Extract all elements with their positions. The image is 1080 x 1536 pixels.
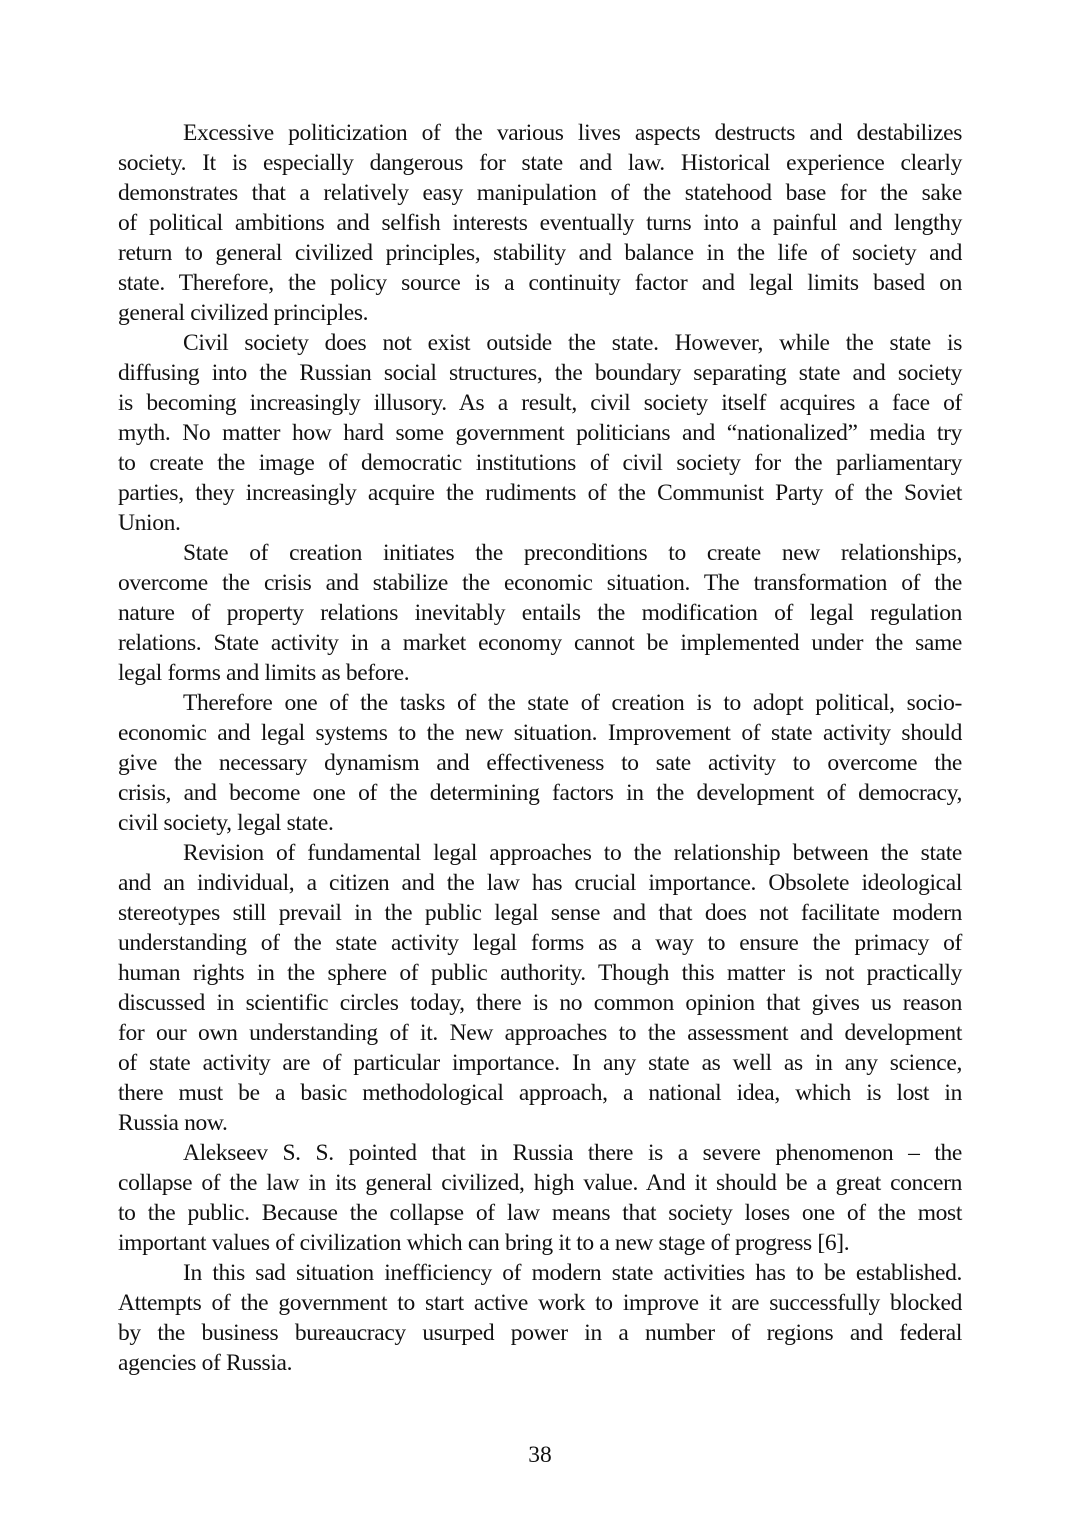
page-number: 38: [528, 1442, 552, 1468]
text-line: Attempts of the government to start active work to improve it are successfully blocked: [118, 1290, 962, 1316]
text-line: crisis, and become one of the determining factors in the development of democracy,: [118, 780, 962, 806]
text-line: agencies of Russia.: [118, 1350, 293, 1376]
text-line: return to general civilized principles, stability and balance in the life of society and: [118, 240, 962, 266]
text-line: human rights in the sphere of public authority. Though this matter is not practically: [118, 960, 962, 986]
text-line: economic and legal systems to the new situation. Improvement of state activity should: [118, 720, 962, 746]
text-line: discussed in scientific circles today, there is no common opinion that gives us reason: [118, 990, 962, 1016]
text-line: and an individual, a citizen and the law has crucial importance. Obsolete ideological: [118, 870, 962, 896]
paragraph-alekseev: [118, 1138, 962, 1258]
text-line: Excessive politicization of the various lives aspects destructs and destabilizes: [183, 120, 962, 146]
paragraph-civil-society: [118, 328, 962, 538]
text-line: relations. State activity in a market economy cannot be implemented under the same: [118, 630, 962, 656]
paragraph-sad-situation: [118, 1258, 962, 1378]
text-line: is becoming increasingly illusory. As a result, civil society itself acquires a face of: [118, 390, 962, 416]
text-line: understanding of the state activity legal forms as a way to ensure the primacy of: [118, 930, 962, 956]
text-line: parties, they increasingly acquire the rudiments of the Communist Party of the Soviet: [118, 480, 962, 506]
text-line: Revision of fundamental legal approaches to the relationship between the state: [183, 840, 962, 866]
text-line: collapse of the law in its general civilized, high value. And it should be a great concern: [118, 1170, 962, 1196]
text-line: for our own understanding of it. New approaches to the assessment and development: [118, 1020, 962, 1046]
text-line: to the public. Because the collapse of law means that society loses one of the most: [118, 1200, 962, 1226]
paragraph-tasks-of-state: [118, 688, 962, 838]
document-body: [118, 118, 962, 1378]
paragraph-revision-legal-approaches: [118, 838, 962, 1138]
text-line: Therefore one of the tasks of the state of creation is to adopt political, socio-: [183, 690, 962, 716]
text-line: demonstrates that a relatively easy manipulation of the statehood base for the sake: [118, 180, 962, 206]
text-line: of state activity are of particular importance. In any state as well as in any science,: [118, 1050, 962, 1076]
text-line: by the business bureaucracy usurped power in a number of regions and federal: [118, 1320, 962, 1346]
text-line: Civil society does not exist outside the state. However, while the state is: [183, 330, 962, 356]
text-line: important values of civilization which can bring it to a new stage of progress [6].: [118, 1230, 850, 1256]
text-line: there must be a basic methodological approach, a national idea, which is lost in: [118, 1080, 962, 1106]
text-line: to create the image of democratic institutions of civil society for the parliamentary: [118, 450, 962, 476]
paragraph-politicization: [118, 118, 962, 328]
text-line: legal forms and limits as before.: [118, 660, 410, 686]
text-line: myth. No matter how hard some government politicians and “nationalized” media try: [118, 420, 962, 446]
text-line: nature of property relations inevitably entails the modification of legal regulation: [118, 600, 962, 626]
text-line: diffusing into the Russian social structures, the boundary separating state and society: [118, 360, 962, 386]
text-line: Russia now.: [118, 1110, 228, 1136]
text-line: general civilized principles.: [118, 300, 369, 326]
text-line: stereotypes still prevail in the public legal sense and that does not facilitate modern: [118, 900, 962, 926]
paragraph-state-of-creation: [118, 538, 962, 688]
text-line: In this sad situation inefficiency of modern state activities has to be established.: [183, 1260, 962, 1286]
text-line: State of creation initiates the preconditions to create new relationships,: [183, 540, 962, 566]
text-line: overcome the crisis and stabilize the economic situation. The transformation of the: [118, 570, 962, 596]
text-line: Union.: [118, 510, 181, 536]
text-line: give the necessary dynamism and effectiveness to sate activity to overcome the: [118, 750, 962, 776]
text-line: civil society, legal state.: [118, 810, 334, 836]
text-line: of political ambitions and selfish interests eventually turns into a painful and lengthy: [118, 210, 962, 236]
text-line: Alekseev S. S. pointed that in Russia there is a severe phenomenon – the: [183, 1140, 962, 1166]
text-line: state. Therefore, the policy source is a continuity factor and legal limits based on: [118, 270, 962, 296]
text-line: society. It is especially dangerous for state and law. Historical experience clearly: [118, 150, 962, 176]
